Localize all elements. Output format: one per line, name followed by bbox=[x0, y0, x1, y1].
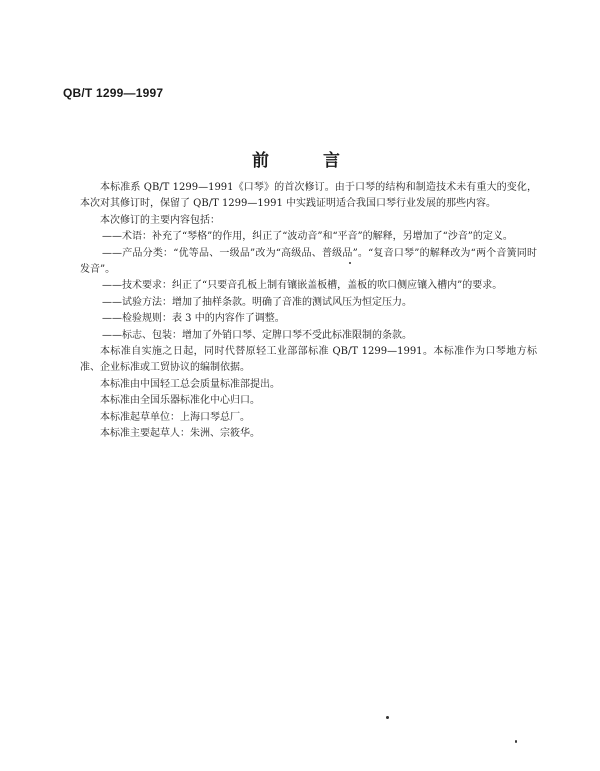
document-body bbox=[80, 180, 537, 443]
paragraph-centralized: 本标准由全国乐器标准化中心归口。 bbox=[100, 395, 260, 407]
change-item-technical-requirements: ——技术要求：纠正了“只要音孔板上制有镶嵌盖板槽，盖板的吹口侧应镶入槽内”的要求。 bbox=[102, 280, 503, 292]
standard-code: QB/T 1299—1997 bbox=[63, 86, 164, 100]
page-title: 前言 bbox=[252, 151, 394, 171]
paragraph-intro: 本标准系 QB/T 1299—1991《口琴》的首次修订。由于口琴的结构和制造技术未有重大的变化，本次对其修订时，保留了 QB/T 1299—1991 中实践证明适合我国口琴行业发展的那些内容。 bbox=[80, 182, 537, 210]
paragraph-changes-heading: 本次修订的主要内容包括： bbox=[100, 214, 220, 226]
change-item-classification: ——产品分类：“优等品、一级品”改为“高级品、普级品”。“复音口琴”的解释改为“两个音簧同时发音”。 bbox=[80, 247, 537, 276]
change-item-terms: ——术语：补充了“琴格”的作用，纠正了“波动音”和“平音”的解释，另增加了“沙音”的定义。 bbox=[102, 231, 513, 243]
scan-speck bbox=[386, 716, 389, 719]
change-item-test-methods: ——试验方法：增加了抽样条款。明确了音准的测试风压为恒定压力。 bbox=[102, 296, 412, 308]
paragraph-proposer: 本标准由中国轻工总会质量标准部提出。 bbox=[100, 378, 280, 390]
change-item-marking-packaging: ——标志、包装：增加了外销口琴、定牌口琴不受此标准限制的条款。 bbox=[102, 329, 412, 341]
paragraph-drafters: 本标准主要起草人：朱洲、宗筱华。 bbox=[100, 428, 260, 440]
paragraph-drafting-unit: 本标准起草单位：上海口琴总厂。 bbox=[100, 411, 250, 423]
scan-speck bbox=[349, 262, 351, 264]
change-item-inspection-rules: ——检验规则：表 3 中的内容作了调整。 bbox=[102, 313, 285, 325]
paragraph-replacement: 本标准自实施之日起，同时代替原轻工业部部标准 QB/T 1299—1991。本标准作为口琴地方标准、企业标准或工贸协议的编制依据。 bbox=[80, 346, 537, 374]
scan-speck bbox=[515, 740, 517, 743]
